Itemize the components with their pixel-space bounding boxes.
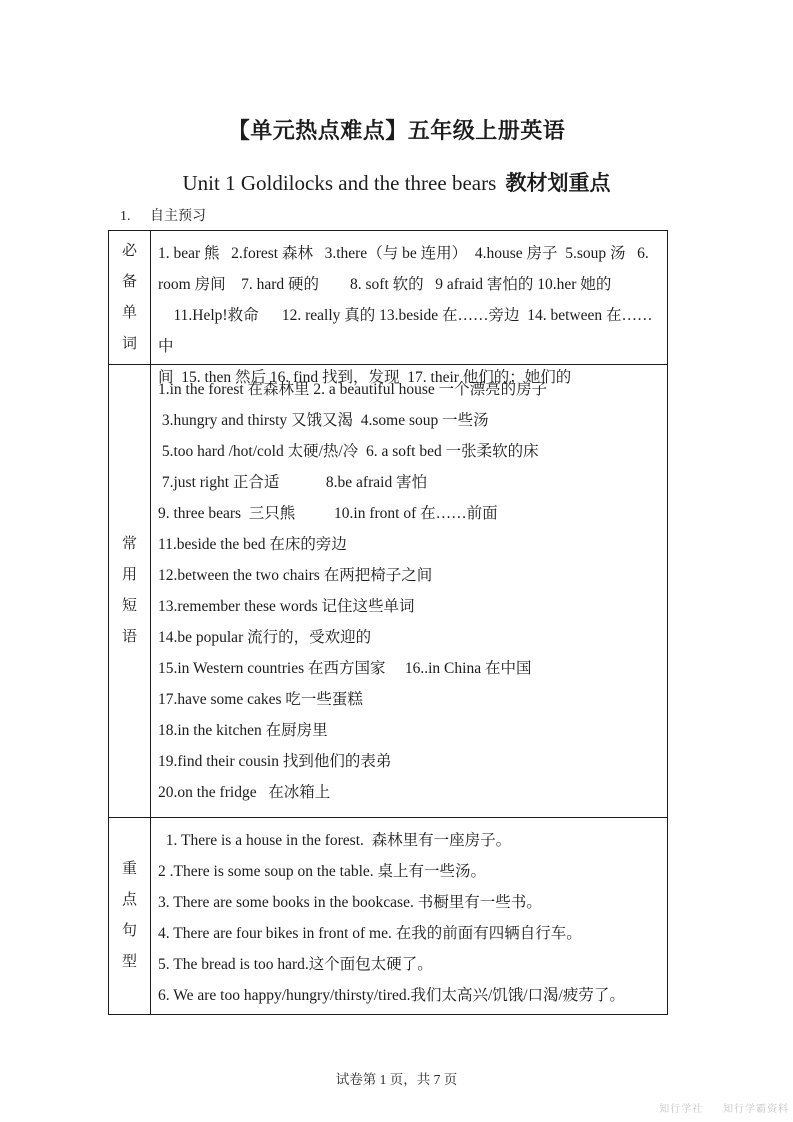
unit-subtitle-english: Unit 1 Goldilocks and the three bears xyxy=(182,171,497,195)
row-label-required-words xyxy=(109,231,151,364)
label-char: 单 xyxy=(121,304,137,321)
label-char: 用 xyxy=(121,567,137,583)
phrase-line: 20.on the fridge 在冰箱上 xyxy=(158,784,331,801)
table-row-phrases xyxy=(109,364,667,817)
watermark-right: 知行学霸资料 xyxy=(723,1104,789,1115)
row-content-key-sentences xyxy=(151,818,667,1014)
row-content-common-phrases xyxy=(151,365,667,817)
page-footer: 试卷第 1 页，共 7 页 xyxy=(335,1072,458,1087)
phrase-line: 18.in the kitchen 在厨房里 xyxy=(158,722,328,739)
watermark xyxy=(643,1100,789,1115)
row-content-required-words xyxy=(151,231,667,386)
phrase-line: 15.in Western countries 在西方国家 16..in China 在中国 xyxy=(158,660,532,677)
label-char: 常 xyxy=(121,536,137,552)
phrase-line: 12.between the two chairs 在两把椅子之间 xyxy=(158,567,433,584)
sentence-line: 2 .There is some soup on the table. 桌上有一些汤。 xyxy=(158,863,487,880)
sentence-line: 5. The bread is too hard.这个面包太硬了。 xyxy=(158,956,433,973)
unit-subtitle-chinese: 教材划重点 xyxy=(505,171,611,195)
phrase-line: 11.beside the bed 在床的旁边 xyxy=(158,536,347,553)
row-label-key-sentences xyxy=(109,818,151,1014)
section-title: 自主预习 xyxy=(150,209,206,224)
word-line: 间 15. then 然后 16. find 找到，发现 17. their 他们的；她们的 xyxy=(158,369,572,386)
table-row-sentences xyxy=(109,817,667,1014)
phrase-line: 17.have some cakes 吃一些蛋糕 xyxy=(158,691,363,708)
label-char: 型 xyxy=(121,954,137,970)
word-line: 11.Help!救命 12. really 真的 13.beside 在……旁边 14. between 在……中 xyxy=(158,307,653,355)
label-char: 词 xyxy=(121,335,137,352)
label-char: 重 xyxy=(121,861,137,877)
label-char: 必 xyxy=(121,242,137,259)
phrase-line: 7.just right 正合适 8.be afraid 害怕 xyxy=(158,474,428,491)
sentence-line: 1. There is a house in the forest. 森林里有一座房子。 xyxy=(158,832,512,849)
phrase-line: 13.remember these words 记住这些单词 xyxy=(158,598,415,615)
page-title: 【单元热点难点】五年级上册英语 xyxy=(227,118,566,143)
label-char: 语 xyxy=(121,629,137,645)
phrase-line: 9. three bears 三只熊 10.in front of 在……前面 xyxy=(158,505,498,522)
unit-subtitle xyxy=(0,167,793,197)
label-char: 备 xyxy=(121,273,137,290)
phrase-line: 1.in the forest 在森林里 2. a beautiful house 一个漂亮的房子 xyxy=(158,381,548,398)
row-label-common-phrases xyxy=(109,365,151,817)
word-line: room 房间 7. hard 硬的 8. soft 软的 9 afraid 害怕的 10.her 她的 xyxy=(158,276,612,293)
label-char: 短 xyxy=(121,598,137,614)
study-table xyxy=(108,230,668,1015)
phrase-line: 5.too hard /hot/cold 太硬/热/冷 6. a soft bed 一张柔软的床 xyxy=(158,443,539,460)
watermark-left: 知行学社 xyxy=(659,1104,704,1115)
sentence-line: 6. We are too happy/hungry/thirsty/tired.我们太高兴/饥饿/口渴/疲劳了。 xyxy=(158,987,625,1004)
word-line: 1. bear 熊 2.forest 森林 3.there（与 be 连用） 4.house 房子 5.soup 汤 6. xyxy=(158,245,649,262)
label-char: 句 xyxy=(121,923,137,939)
phrase-line: 14.be popular 流行的，受欢迎的 xyxy=(158,629,372,646)
section-heading xyxy=(120,205,206,225)
label-char: 点 xyxy=(121,892,137,908)
section-number: 1. xyxy=(120,209,131,224)
sentence-line: 3. There are some books in the bookcase. 书橱里有一些书。 xyxy=(158,894,542,911)
table-row-words xyxy=(109,231,667,386)
phrase-line: 19.find their cousin 找到他们的表弟 xyxy=(158,753,392,770)
sentence-line: 4. There are four bikes in front of me. 在我的前面有四辆自行车。 xyxy=(158,925,582,942)
phrase-line: 3.hungry and thirsty 又饿又渴 4.some soup 一些汤 xyxy=(158,412,489,429)
